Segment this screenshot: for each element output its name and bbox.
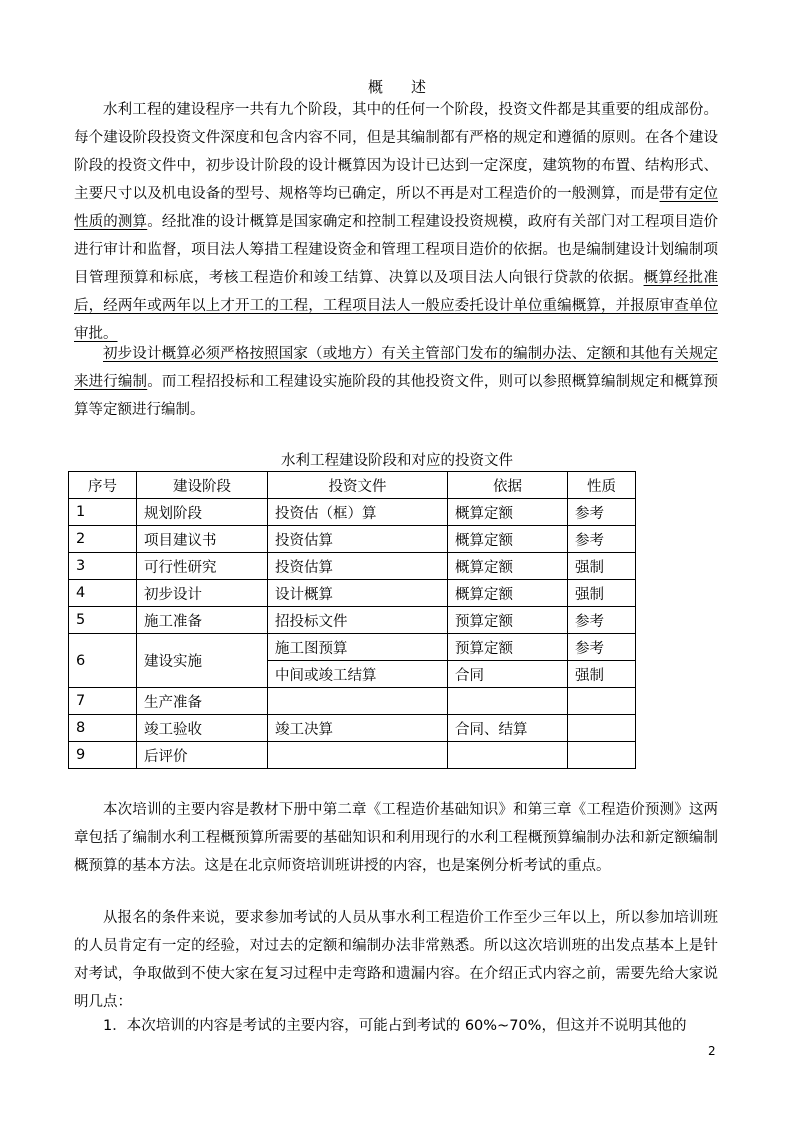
table-cell: 施工准备 <box>137 607 268 634</box>
table-cell: 合同 <box>448 661 568 688</box>
table-cell: 概算定额 <box>448 526 568 553</box>
table-cell: 4 <box>69 580 137 607</box>
table-cell: 规划阶段 <box>137 499 268 526</box>
list-item-1: 1．本次培训的内容是考试的主要内容，可能占到考试的 60%~70%，但这并不说明其他的 <box>103 1018 687 1034</box>
table-cell: 概算定额 <box>448 499 568 526</box>
table-cell <box>448 742 568 769</box>
table-cell: 6 <box>69 634 137 688</box>
table-cell: 预算定额 <box>448 607 568 634</box>
table-header-row <box>69 472 636 499</box>
paragraph-training-content: 本次培训的主要内容是教材下册中第二章《工程造价基础知识》和第三章《工程造价预测》这两章包括了编制水利工程概预算所需要的基础知识和利用现行的水利工程概预算编制办法和新定额编制概预算的基本方法。这是在北京师资培训班讲授的内容，也是案例分析考试的重点。 <box>74 802 718 874</box>
table-cell: 竣工验收 <box>137 715 268 742</box>
table-cell: 强制 <box>568 553 636 580</box>
table-cell: 初步设计 <box>137 580 268 607</box>
header-cell: 投资文件 <box>268 472 448 499</box>
table-cell <box>268 742 448 769</box>
table-row <box>69 580 636 607</box>
table-caption: 水利工程建设阶段和对应的投资文件 <box>281 453 513 469</box>
table-cell: 施工图预算 <box>268 634 448 661</box>
table-cell: 生产准备 <box>137 688 268 715</box>
table-cell: 概算定额 <box>448 580 568 607</box>
paragraph-budget-rules <box>74 340 718 424</box>
table-cell: 参考 <box>568 634 636 661</box>
table-cell: 投资估算 <box>268 553 448 580</box>
underlined-sentence: 概算经批准后，经两年或两年以上才开工的工程，工程项目法人一般应委托设计单位重编概算，并报原审查单位审批。 <box>74 270 718 342</box>
table-row <box>69 742 636 769</box>
table-cell: 后评价 <box>137 742 268 769</box>
table-cell: 参考 <box>568 607 636 634</box>
title-char: 概 <box>367 78 383 96</box>
table-cell: 设计概算 <box>268 580 448 607</box>
table-cell: 概算定额 <box>448 553 568 580</box>
table-cell: 投资估算 <box>268 526 448 553</box>
table-cell: 3 <box>69 553 137 580</box>
table-cell: 9 <box>69 742 137 769</box>
table-cell: 建设实施 <box>137 634 268 688</box>
table-cell: 参考 <box>568 526 636 553</box>
table-cell: 竣工决算 <box>268 715 448 742</box>
table-cell: 可行性研究 <box>137 553 268 580</box>
header-cell: 性质 <box>568 472 636 499</box>
table-row <box>69 607 636 634</box>
table-cell: 强制 <box>568 661 636 688</box>
table-cell <box>568 715 636 742</box>
paragraph-overview <box>74 96 718 348</box>
table-cell: 2 <box>69 526 137 553</box>
table-cell: 1 <box>69 499 137 526</box>
table-cell: 强制 <box>568 580 636 607</box>
table-cell: 项目建议书 <box>137 526 268 553</box>
table-cell <box>568 688 636 715</box>
table-cell: 中间或竣工结算 <box>268 661 448 688</box>
table-row <box>69 553 636 580</box>
stages-table <box>68 471 636 769</box>
table-row <box>69 715 636 742</box>
table-cell <box>448 688 568 715</box>
underlined-phrase: 带有定位性质的测算 <box>74 186 718 230</box>
paragraph-training-purpose: 从报名的条件来说，要求参加考试的人员从事水利工程造价工作至少三年以上，所以参加培训班的人员肯定有一定的经验，对过去的定额和编制办法非常熟悉。所以这次培训班的出发点基本上是针对考试，争取做到不使大家在复习过程中走弯路和遗漏内容。在介绍正式内容之前，需要先给大家说明几点： <box>74 910 718 1010</box>
header-cell: 依据 <box>448 472 568 499</box>
table-cell: 5 <box>69 607 137 634</box>
table-row <box>69 634 636 661</box>
title-char: 述 <box>411 78 427 96</box>
underlined-sentence: 初步设计概算必须严格按照国家（或地方）有关主管部门发布的编制办法、定额和其他有关规定来进行编制 <box>74 346 718 390</box>
table-cell: 7 <box>69 688 137 715</box>
header-cell: 序号 <box>69 472 137 499</box>
table-cell: 合同、结算 <box>448 715 568 742</box>
table-row <box>69 688 636 715</box>
table-row <box>69 499 636 526</box>
table-cell: 投资估（框）算 <box>268 499 448 526</box>
table-cell: 预算定额 <box>448 634 568 661</box>
header-cell: 建设阶段 <box>137 472 268 499</box>
table-cell: 参考 <box>568 499 636 526</box>
table-cell <box>568 742 636 769</box>
text-run: 。经批准的设计概算是国家确定和控制工程建设投资规模，政府有关部门对工程项目造价进行审计和监督，项目法人筹措工程建设资金和管理工程项目造价的依据。也是编制建设计划编制项目管理预算和标底，考核工程造价和竣工结算、决算以及项目法人向银行贷款的依据。 <box>74 214 719 286</box>
table-cell <box>268 688 448 715</box>
table-cell: 招投标文件 <box>268 607 448 634</box>
table-row <box>69 526 636 553</box>
text-run: 。而工程招投标和工程建设实施阶段的其他投资文件，则可以参照概算编制规定和概算预算等定额进行编制。 <box>74 374 719 418</box>
table-cell: 8 <box>69 715 137 742</box>
section-title <box>0 76 794 97</box>
page-number: 2 <box>708 1044 716 1058</box>
text-run: 水利工程的建设程序一共有九个阶段，其中的任何一个阶段，投资文件都是其重要的组成部份。每个建设阶段投资文件深度和包含内容不同，但是其编制都有严格的规定和遵循的原则。在各个建设阶段的投资文件中，初步设计阶段的设计概算因为设计已达到一定深度，建筑物的布置、结构形式、主要尺寸以及机电设备的型号、规格等均已确定，所以不再是对工程造价的一般测算，而是 <box>74 102 718 202</box>
